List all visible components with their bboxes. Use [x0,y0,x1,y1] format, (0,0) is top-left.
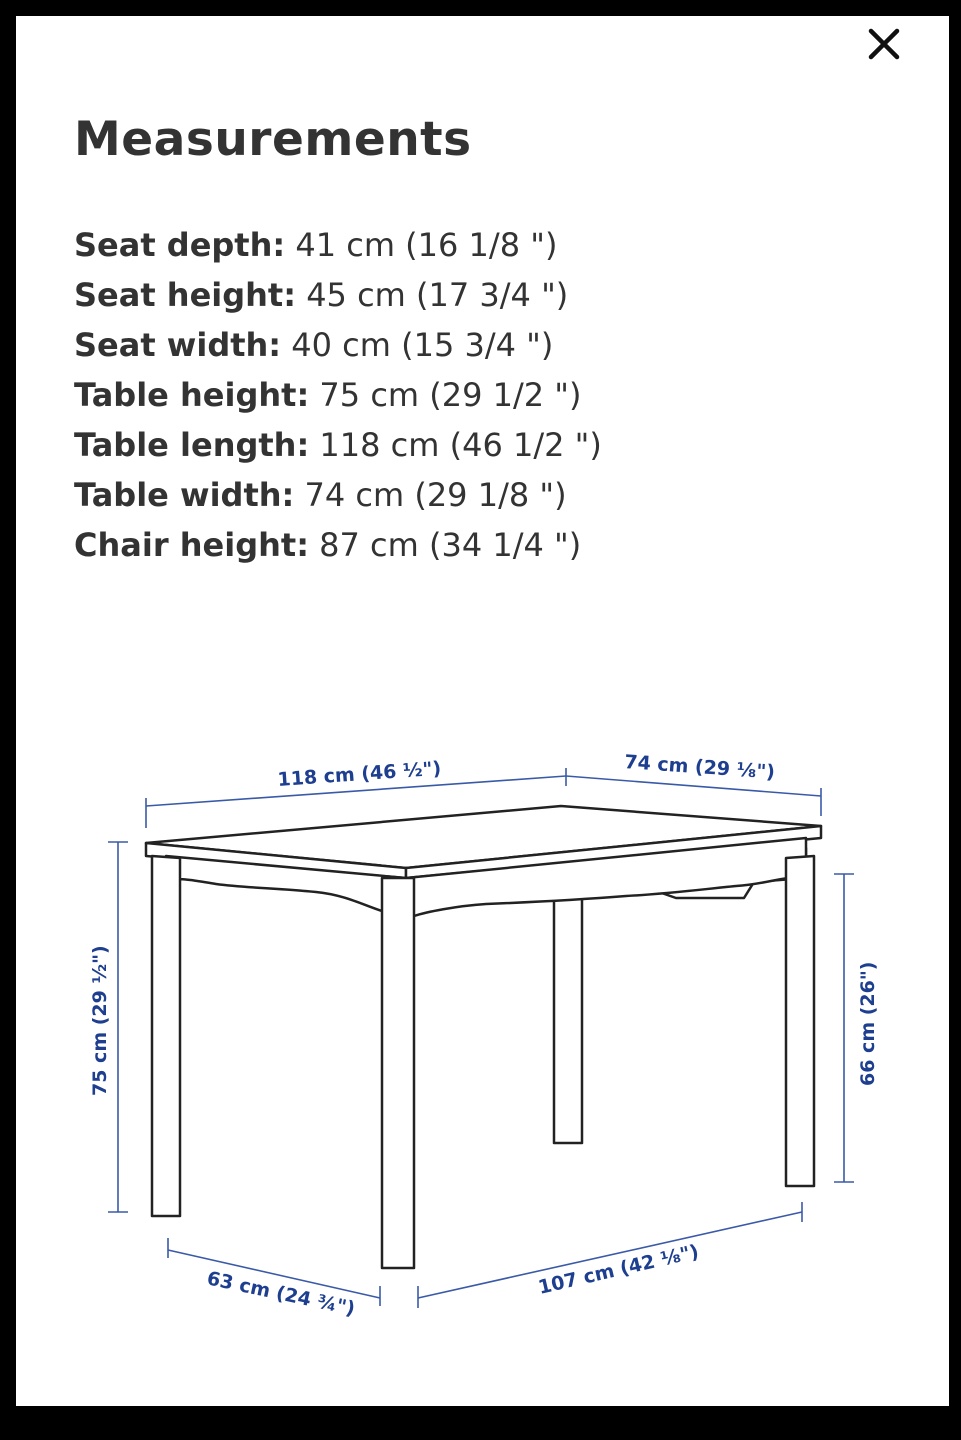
measurement-table-height: Table height: 75 cm (29 1/2 ") [74,376,582,414]
table-diagram [16,16,949,1406]
measurement-seat-width: Seat width: 40 cm (15 3/4 ") [74,326,554,364]
measurement-table-width: Table width: 74 cm (29 1/8 ") [74,476,567,514]
measurement-chair-height: Chair height: 87 cm (34 1/4 ") [74,526,582,564]
dim-line-top-width [566,776,821,796]
dim-label-short-span: 63 cm (24 ¾") [204,1267,357,1321]
dim-label-long-span: 107 cm (42 ⅛") [536,1240,701,1299]
dim-label-top-length: 118 cm (46 ½") [276,757,442,791]
measurement-seat-height: Seat height: 45 cm (17 3/4 ") [74,276,569,314]
page-title: Measurements [74,112,472,167]
dim-label-height: 75 cm (29 ½") [89,945,111,1096]
measurement-table-length: Table length: 118 cm (46 1/2 ") [74,426,602,464]
measurements-modal [16,16,949,1406]
dim-label-under-height: 66 cm (26") [857,961,879,1086]
dim-label-top-width: 74 cm (29 ⅛") [623,751,776,784]
measurement-seat-depth: Seat depth: 41 cm (16 1/8 ") [74,226,558,264]
dim-line-long-span [418,1212,802,1298]
table-drawing [146,806,821,1268]
